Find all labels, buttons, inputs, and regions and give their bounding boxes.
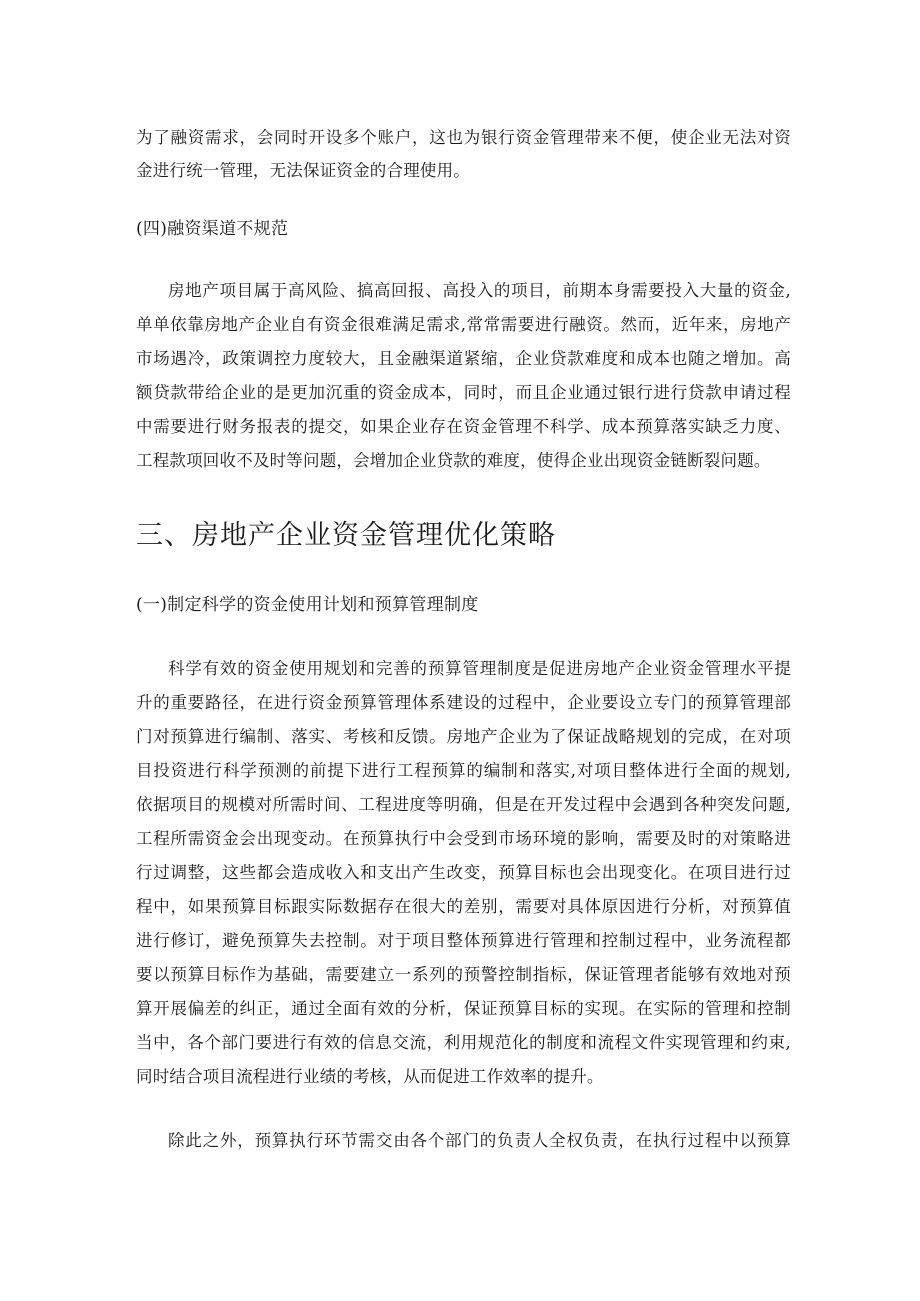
text-line: 同时结合项目流程进行业绩的考核，从而促进工作效率的提升。 bbox=[136, 1067, 604, 1086]
text-line: 科学有效的资金使用规划和完善的预算管理制度是促进房地产企业资金管理水平提 bbox=[168, 659, 791, 678]
text-line: 升的重要路径，在进行资金预算管理体系建设的过程中，企业要设立专门的预算管理部 bbox=[136, 693, 791, 712]
text-line: 算开展偏差的纠正，通过全面有效的分析，保证预算目标的实现。在实际的管理和控制 bbox=[136, 999, 791, 1018]
text-line: 除此之外，预算执行环节需交由各个部门的负责人全权负责，在执行过程中以预算 bbox=[168, 1131, 791, 1150]
subheading-financing-channels: (四)融资渠道不规范 bbox=[136, 219, 289, 239]
section-title: 三、房地产企业资金管理优化策略 bbox=[136, 520, 556, 551]
text-line: 进行修订，避免预算失去控制。对于项目整体预算进行管理和控制过程中，业务流程都 bbox=[136, 931, 791, 950]
text-line: 中需要进行财务报表的提交，如果企业存在资金管理不科学、成本预算落实缺乏力度、 bbox=[136, 417, 791, 436]
text-line: 要以预算目标作为基础，需要建立一系列的预警控制指标，保证管理者能够有效地对预 bbox=[136, 965, 791, 984]
text-line: 程中，如果预算目标跟实际数据存在很大的差别，需要对具体原因进行分析，对预算值 bbox=[136, 897, 791, 916]
text-line: 单单依靠房地产企业自有资金很难满足需求,常常需要进行融资。然而，近年来，房地产 bbox=[136, 315, 791, 334]
text-line: 行过调整，这些都会造成收入和支出产生改变，预算目标也会出现变化。在项目进行过 bbox=[136, 863, 791, 882]
text-line: 额贷款带给企业的是更加沉重的资金成本，同时，而且企业通过银行进行贷款申请过程 bbox=[136, 383, 791, 402]
text-line: 依据项目的规模对所需时间、工程进度等明确，但是在开发过程中会遇到各种突发问题, bbox=[136, 795, 791, 814]
subheading-budget-plan: (一)制定科学的资金使用计划和预算管理制度 bbox=[136, 595, 479, 615]
text-line: 门对预算进行编制、落实、考核和反馈。房地产企业为了保证战略规划的完成，在对项 bbox=[136, 727, 791, 746]
text-line: 为了融资需求，会同时开设多个账户，这也为银行资金管理带来不便，使企业无法对资 bbox=[136, 128, 791, 147]
text-line: 工程款项回收不及时等问题，会增加企业贷款的难度，使得企业出现资金链断裂问题。 bbox=[136, 451, 771, 470]
text-line: 市场遇冷，政策调控力度较大，且金融渠道紧缩，企业贷款难度和成本也随之增加。高 bbox=[136, 349, 791, 368]
text-line: 金进行统一管理，无法保证资金的合理使用。 bbox=[136, 161, 470, 180]
text-line: 房地产项目属于高风险、搞高回报、高投入的项目，前期本身需要投入大量的资金, bbox=[168, 281, 791, 300]
text-line: 当中，各个部门要进行有效的信息交流，利用规范化的制度和流程文件实现管理和约束, bbox=[136, 1033, 791, 1052]
text-line: 目投资进行科学预测的前提下进行工程预算的编制和落实,对项目整体进行全面的规划, bbox=[136, 761, 791, 780]
text-line: 工程所需资金会出现变动。在预算执行中会受到市场环境的影响，需要及时的对策略进 bbox=[136, 829, 791, 848]
